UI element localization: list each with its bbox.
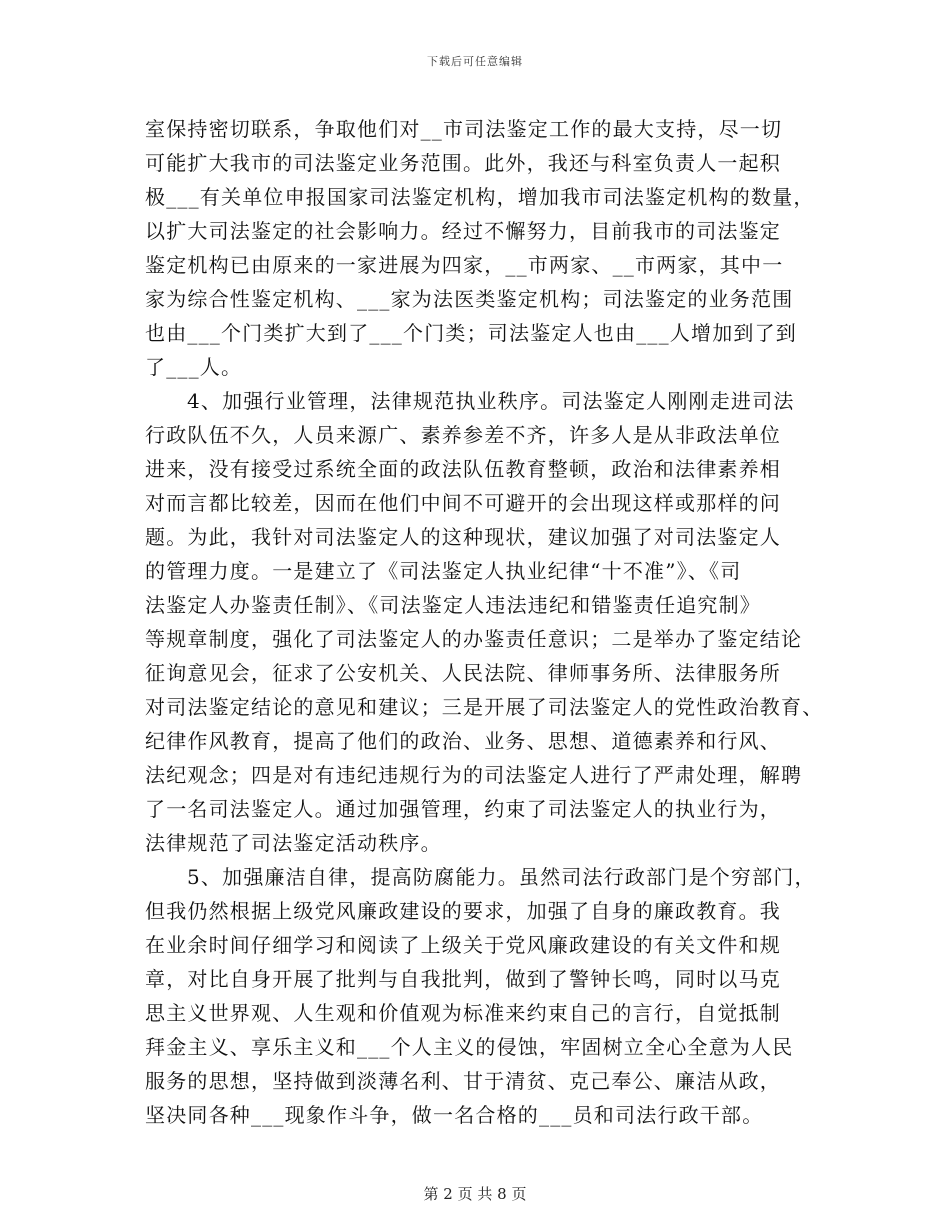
- text-line: 极___有关单位申报国家司法鉴定机构，增加我市司法鉴定机构的数量，: [145, 185, 815, 209]
- text-line: 可能扩大我市的司法鉴定业务范围。此外，我还与科室负责人一起积: [145, 151, 781, 175]
- text-line: 坚决同各种___现象作斗争，做一名合格的___员和司法行政干部。: [145, 1103, 764, 1127]
- text-line: 拜金主义、享乐主义和___个人主义的侵蚀，牢固树立全心全意为人民: [145, 1035, 794, 1059]
- text-line: 室保持密切联系，争取他们对__市司法鉴定工作的最大支持，尽一切: [145, 117, 783, 141]
- text-line: 但我仍然根据上级党风廉政建设的要求，加强了自身的廉政教育。我: [145, 899, 781, 923]
- text-line: 进来，没有接受过系统全面的政法队伍教育整顿，政治和法律素养相: [145, 457, 781, 481]
- text-line: 以扩大司法鉴定的社会影响力。经过不懈努力，目前我市的司法鉴定: [145, 219, 781, 243]
- text-line: 征询意见会，征求了公安机关、人民法院、律师事务所、法律服务所: [145, 661, 781, 685]
- text-line: 思主义世界观、人生观和价值观为标准来约束自己的言行，自觉抵制: [145, 1001, 781, 1025]
- text-line: 行政队伍不久，人员来源广、素养参差不齐，许多人是从非政法单位: [145, 423, 781, 447]
- text-line: 家为综合性鉴定机构、___家为法医类鉴定机构；司法鉴定的业务范围: [145, 287, 794, 311]
- text-line: 了___人。: [145, 355, 243, 379]
- text-line: 法纪观念；四是对有违纪违规行为的司法鉴定人进行了严肃处理，解聘: [145, 763, 803, 787]
- text-line: 了一名司法鉴定人。通过加强管理，约束了司法鉴定人的执业行为，: [145, 797, 781, 821]
- text-line: 题。为此，我针对司法鉴定人的这种现状，建议加强了对司法鉴定人: [145, 525, 781, 549]
- section-5-heading-line: 5、加强廉洁自律，提高防腐能力。虽然司法行政部门是个穷部门，: [187, 865, 816, 889]
- section-4-heading-line: 4、加强行业管理，法律规范执业秩序。司法鉴定人刚刚走进司法: [187, 389, 795, 413]
- text-line: 纪律作风教育，提高了他们的政治、业务、思想、道德素养和行风、: [145, 729, 781, 753]
- page-header: 下载后可任意编辑: [427, 55, 523, 68]
- text-line: 对而言都比较差，因而在他们中间不可避开的会出现这样或那样的问: [145, 491, 781, 515]
- text-line: 章，对比自身开展了批判与自我批判，做到了警钟长鸣，同时以马克: [145, 967, 781, 991]
- text-line: 法律规范了司法鉴定活动秩序。: [145, 831, 442, 855]
- text-line: 对司法鉴定结论的意见和建议；三是开展了司法鉴定人的党性政治教育、: [145, 695, 824, 719]
- text-line: 鉴定机构已由原来的一家进展为四家，__市两家、__市两家，其中一: [145, 253, 784, 277]
- text-line: 也由___个门类扩大到了___个门类；司法鉴定人也由___人增加到了到: [145, 321, 797, 345]
- text-line: 法鉴定人办鉴责任制》、《司法鉴定人违法违纪和错鉴责任追究制》: [145, 593, 761, 617]
- text-line: 在业余时间仔细学习和阅读了上级关于党风廉政建设的有关文件和规: [145, 933, 781, 957]
- text-line: 的管理力度。一是建立了《司法鉴定人执业纪律“十不准”》、《司: [145, 559, 742, 583]
- text-line: 服务的思想，坚持做到淡薄名利、甘于清贫、克己奉公、廉洁从政，: [145, 1069, 781, 1093]
- page-number-footer: 第 2 页 共 8 页: [423, 1185, 527, 1203]
- text-line: 等规章制度，强化了司法鉴定人的办鉴责任意识；二是举办了鉴定结论: [145, 627, 803, 651]
